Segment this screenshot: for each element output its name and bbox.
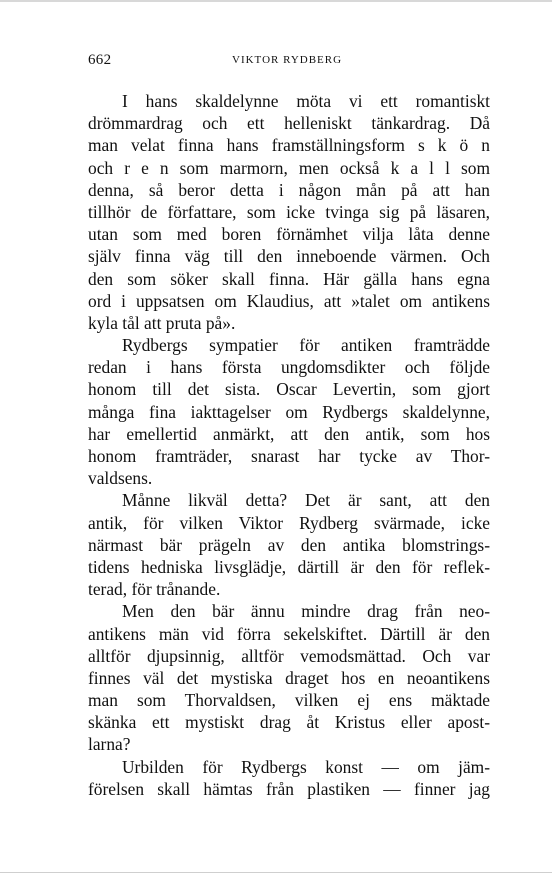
text-line: skänka ett mystiskt drag åt Kristus eller apost- [88, 712, 490, 733]
text-line: man velat finna hans framställningsform s k ö n [88, 135, 490, 156]
text-line: honom till det sista. Oscar Levertin, som gjort [88, 379, 490, 400]
text-line: Men den bär ännu mindre drag från neo- [122, 601, 490, 622]
text-line: denna, så beror detta i någon mån på att han [88, 179, 490, 200]
bottom-edge-rule [0, 872, 552, 873]
text-line: finnes väl det mystiska draget hos en neoantikens [88, 667, 490, 688]
text-line: tillhör de författare, som icke tvinga sig på läsaren, [88, 201, 490, 222]
text-line: förelsen skall hämtas från plastiken — finner jag [88, 778, 490, 799]
text-line: honom framträder, snarast har tycke av Thor- [88, 446, 490, 466]
running-head: VIKTOR RYDBERG [232, 54, 343, 66]
text-line: tidens hedniska livsglädje, därtill är den för reflek- [88, 556, 490, 577]
body-text [88, 90, 490, 800]
text-line: I hans skaldelynne möta vi ett romantiskt [122, 91, 490, 111]
text-line: larna? [88, 734, 131, 755]
text-line: valdsens. [88, 468, 153, 489]
text-line: Urbilden för Rydbergs konst — om jäm- [122, 756, 490, 777]
text-line: antik, för vilken Viktor Rydberg svärmade, icke [88, 512, 490, 533]
text-line: den som söker skall finna. Här gälla hans egna [88, 268, 490, 289]
top-edge-rule [0, 0, 552, 2]
text-line: alltför djupsinnig, alltför vemodsmättad. Och var [88, 645, 490, 666]
text-line: närmast bär prägeln av den antika blomstrings- [88, 534, 490, 555]
page-header [88, 52, 490, 72]
text-line: redan i hans första ungdomsdikter och följde [88, 357, 490, 378]
text-line: drömmardrag och ett helleniskt tänkardrag. Då [88, 113, 490, 134]
text-line: och r e n som marmorn, men också k a l l som [88, 157, 490, 178]
text-line: själv finna väg till den inneboende värmen. Och [88, 246, 490, 267]
text-line: många fina iakttagelser om Rydbergs skaldelynne, [88, 401, 490, 422]
text-line: ord i uppsatsen om Klaudius, att »talet om antikens [88, 290, 490, 311]
text-line: kyla tål att pruta på». [88, 312, 236, 333]
text-line: terad, för trånande. [88, 579, 221, 600]
text-line: antikens män vid förra sekelskiftet. Därtill är den [88, 623, 490, 644]
text-line: man som Thorvaldsen, vilken ej ens mäktade [88, 690, 490, 711]
text-line: Månne likväl detta? Det är sant, att den [122, 490, 490, 511]
text-line: utan som med boren förnämhet vilja låta denne [88, 224, 490, 245]
page-number: 662 [88, 52, 112, 68]
text-line: Rydbergs sympatier för antiken framträdde [122, 335, 490, 356]
text-line: har emellertid anmärkt, att den antik, som hos [88, 423, 490, 444]
